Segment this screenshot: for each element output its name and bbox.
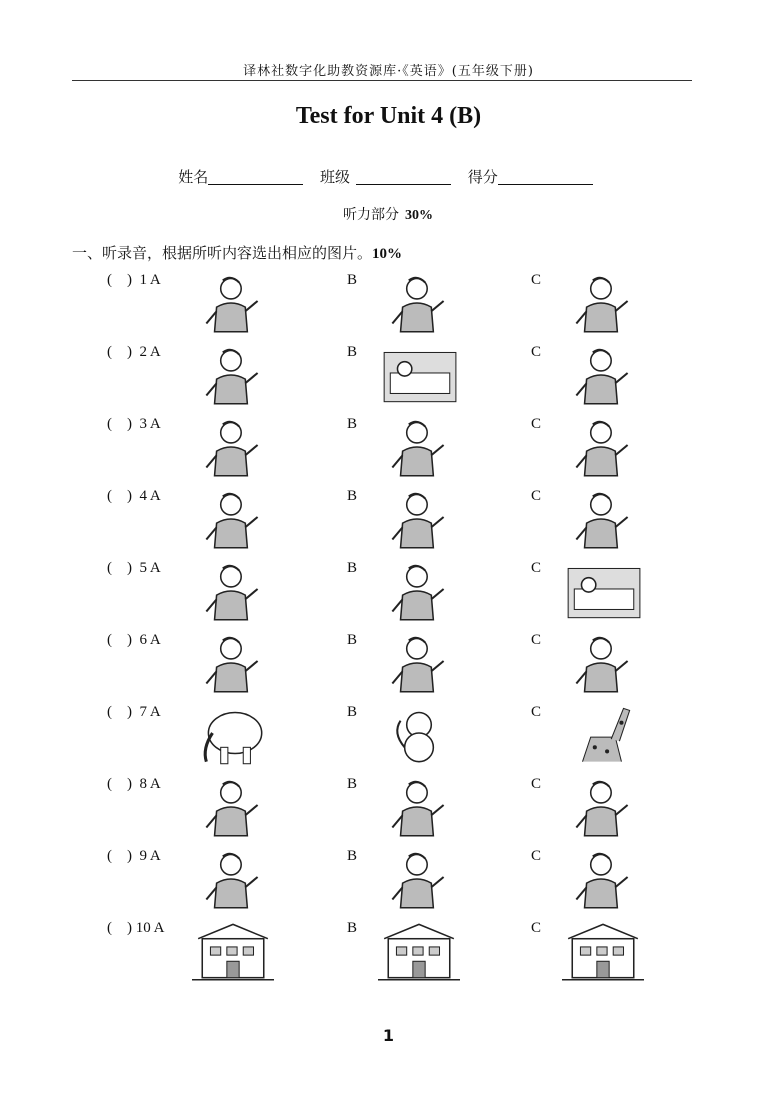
option-letter: C [531,776,542,792]
option-letter: C [531,704,542,720]
option-letter: B [347,776,358,792]
question-number[interactable]: ( ) 5 A [107,560,161,576]
class-label: 班级 [319,168,350,186]
option-letter: C [531,920,542,936]
question-number[interactable]: ( ) 8 A [107,776,161,792]
section-one-heading [72,242,402,263]
giraffe-picture[interactable] [562,702,644,766]
option-letter: B [347,704,358,720]
man-with-phone-picture[interactable] [562,414,644,478]
boy-running-picture[interactable] [562,342,644,406]
option-letter: B [347,488,358,504]
listening-label: 听力部分 [343,207,399,223]
name-blank[interactable] [208,170,303,185]
page-number: 1 [382,1026,395,1045]
option-letter: C [531,632,542,648]
child-in-bed-picture[interactable] [378,342,460,406]
question-number[interactable]: ( ) 2 A [107,344,161,360]
elephant-picture[interactable] [192,702,274,766]
question-number[interactable]: ( ) 3 A [107,416,161,432]
girl-drinking-picture[interactable] [192,414,274,478]
question-row [0,480,777,552]
option-letter: C [531,848,542,864]
option-letter: B [347,632,358,648]
question-row [0,264,777,336]
question-row [0,552,777,624]
nurse-picture[interactable] [378,486,460,550]
option-letter: C [531,560,542,576]
option-letter: B [347,344,358,360]
boy-watching-tv-picture[interactable] [378,270,460,334]
option-letter: C [531,344,542,360]
question-number[interactable]: ( ) 7 A [107,704,161,720]
option-letter: C [531,272,542,288]
man-at-table-picture[interactable] [378,414,460,478]
listening-heading [343,204,433,224]
name-label: 姓名 [178,168,209,186]
question-number[interactable]: ( ) 4 A [107,488,161,504]
section-one-percent: 10% [372,246,403,262]
man-with-headache-picture[interactable] [192,558,274,622]
option-letter: B [347,560,358,576]
option-letter: C [531,416,542,432]
question-number[interactable]: ( ) 10 A [107,920,165,936]
shop-picture[interactable] [562,918,644,982]
person-lying-down-picture[interactable] [562,558,644,622]
question-row [0,912,777,984]
man-toothache-picture[interactable] [378,630,460,694]
question-row [0,336,777,408]
family-meal-picture[interactable] [192,270,274,334]
question-number[interactable]: ( ) 9 A [107,848,161,864]
option-letter: C [531,488,542,504]
student-info [0,166,777,187]
class-blank[interactable] [356,170,451,185]
dentist-family-picture[interactable] [192,846,274,910]
listening-percent: 30% [405,208,433,223]
header-divider [72,80,692,81]
question-number[interactable]: ( ) 6 A [107,632,161,648]
page-title: Test for Unit 4 (B) [295,103,482,129]
doctor-and-girl-picture[interactable] [378,846,460,910]
option-letter: B [347,920,358,936]
doctors-picture[interactable] [562,846,644,910]
question-row [0,768,777,840]
question-row [0,696,777,768]
question-row [0,408,777,480]
zoo-gate-picture[interactable] [192,918,274,982]
monkey-picture[interactable] [378,702,460,766]
score-label: 得分 [467,168,498,186]
man-sneezing-picture[interactable] [562,774,644,838]
man-at-desk-picture[interactable] [192,342,274,406]
woman-headache-picture[interactable] [192,630,274,694]
police-officer-picture[interactable] [562,486,644,550]
option-letter: B [347,272,358,288]
question-row [0,840,777,912]
dentist-picture[interactable] [192,486,274,550]
score-blank[interactable] [498,170,593,185]
man-coughing-picture[interactable] [378,558,460,622]
man-eating-picture[interactable] [562,270,644,334]
man-stomachache-picture[interactable] [562,630,644,694]
option-letter: B [347,416,358,432]
option-letter: B [347,848,358,864]
man-backache-picture[interactable] [192,774,274,838]
question-number[interactable]: ( ) 1 A [107,272,161,288]
section-one-text: 一、听录音，根据所听内容选出相应的图片。 [72,244,373,262]
hospital-picture[interactable] [378,918,460,982]
man-stomach-picture[interactable] [378,774,460,838]
page-header: 译林社数字化助教资源库·《英语》(五年级下册) [243,64,534,79]
question-row [0,624,777,696]
